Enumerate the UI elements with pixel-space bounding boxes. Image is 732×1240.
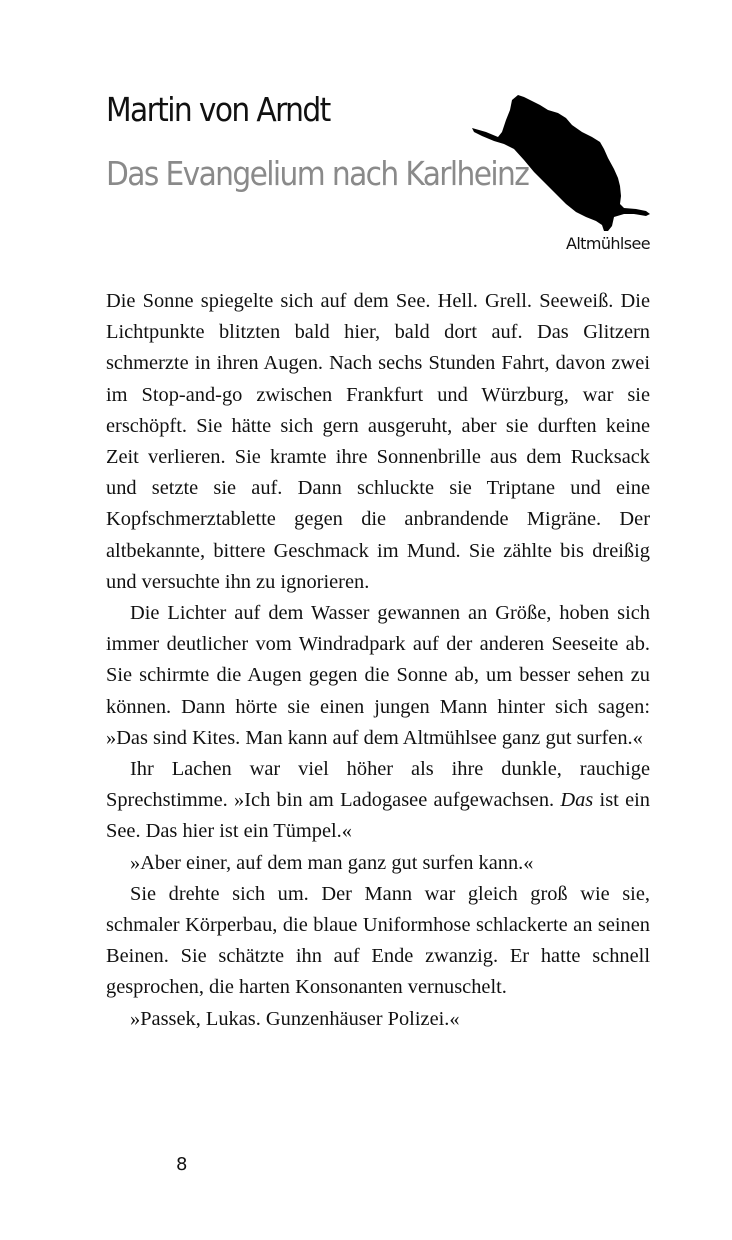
paragraph: Die Lichter auf dem Wasser gewannen an Größe, hoben sich immer deutlicher vom Windradpark auf der anderen Seeseite ab. Sie schirmte die Augen gegen die Sonne ab, um besser sehen zu können. Dann hörte sie einen jungen Mann hinter sich sagen: »Das sind Kites. Man kann auf dem Altmühlsee ganz gut surfen.« <box>106 602 650 749</box>
page-number: 8 <box>176 1154 188 1175</box>
emphasized-word: Das <box>560 789 594 812</box>
paragraph: Sie drehte sich um. Der Mann war gleich groß wie sie, schmaler Körperbau, die blaue Uniformhose schlackerte an seinen Beinen. Sie schätzte ihn auf Ende zwanzig. Er hatte schnell gesprochen, die harten Konsonanten vernuschelt. <box>106 882 650 999</box>
paragraph: Die Sonne spiegelte sich auf dem See. Hell. Grell. Seeweiß. Die Lichtpunkte blitzten bald hier, bald dort auf. Das Glitzern schmerzte in ihren Augen. Nach sechs Stunden Fahrt, davon zwei im Stop-and-go zwischen Frankfurt und Würzburg, war sie erschöpft. Sie hätte sich gern ausgeruht, aber sie durften keine Zeit verlieren. Sie kramte ihre Sonnenbrille aus dem Rucksack und setzte sie auf. Dann schluckte sie Triptane und eine Kopfschmerztablette gegen die anbrandende Migräne. Der altbekannte, bittere Geschmack im Mund. Sie zählte bis dreißig und versuchte ihn zu ignorieren. <box>106 290 650 593</box>
paragraph <box>106 754 650 848</box>
lake-silhouette-icon <box>468 90 654 238</box>
author-name: Martin von Arndt <box>106 90 330 129</box>
lake-label: Altmühlsee <box>565 234 650 253</box>
story-title: Das Evangelium nach Karlheinz <box>106 154 529 193</box>
paragraph-text: ist ein See. Das hier ist ein Tümpel.« <box>106 789 650 843</box>
paragraph-text: Ihr Lachen war viel höher als ihre dunkle, rauchige Sprechstimme. »Ich bin am Ladogasee aufgewachsen. <box>106 758 650 812</box>
paragraph: »Aber einer, auf dem man ganz gut surfen kann.« <box>130 851 534 874</box>
paragraph: »Passek, Lukas. Gunzenhäuser Polizei.« <box>130 1007 460 1030</box>
body-text <box>106 286 650 1035</box>
